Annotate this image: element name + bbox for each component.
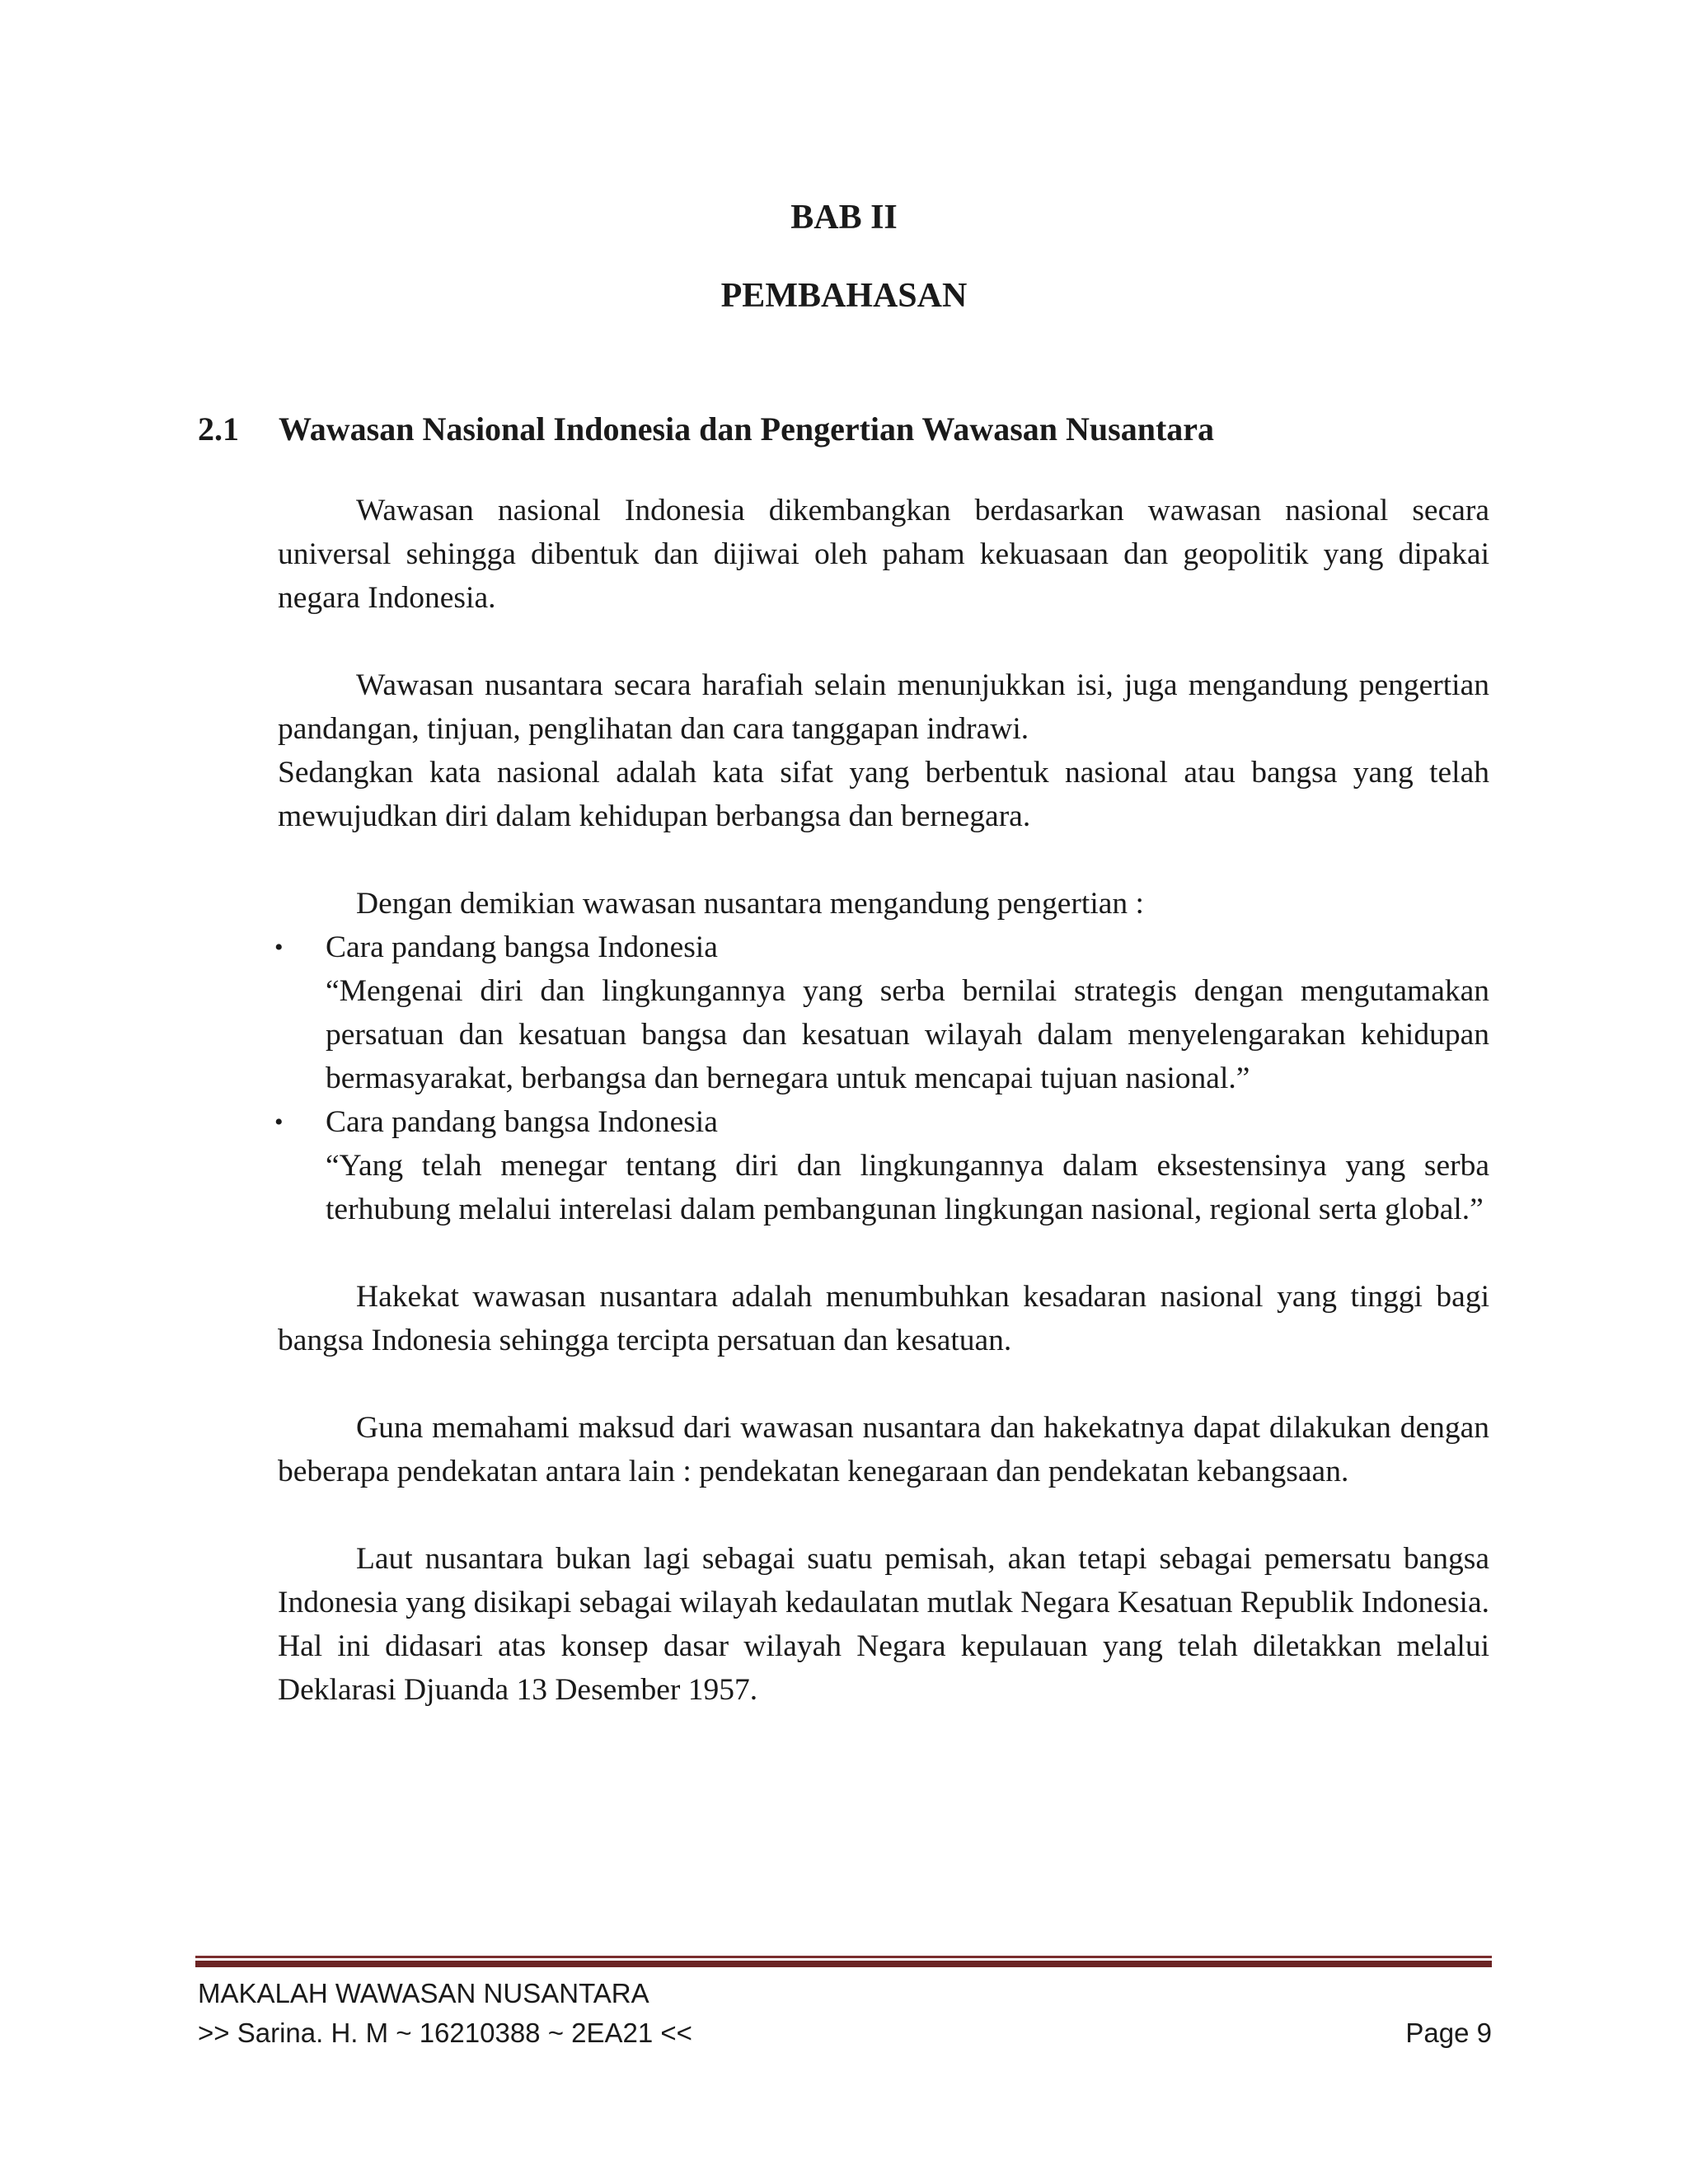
section-number: 2.1 [198,410,239,448]
list-item-head: Cara pandang bangsa Indonesia [326,930,718,964]
paragraph-2: Wawasan nusantara secara harafiah selain menunjukkan isi, juga mengandung pengertian pandangan, tinjuan, penglihatan dan cara tanggapan indrawi. [278,668,1489,746]
paragraph-5: Guna memahami maksud dari wawasan nusantara dan hakekatnya dapat dilakukan dengan beberapa pendekatan antara lain : pendekatan kenegaraan dan pendekatan kebangsaan. [278,1411,1489,1488]
list-item [228,926,1489,1100]
paragraph-4: Hakekat wawasan nusantara adalah menumbuhkan kesadaran nasional yang tinggi bagi bangsa Indonesia sehingga tercipta persatuan dan kesatuan. [278,1280,1489,1357]
bullet-icon: • [274,934,284,961]
paragraph-2b: Sedangkan kata nasional adalah kata sifat yang berbentuk nasional atau bangsa yang telah mewujudkan diri dalam kehidupan berbangsa dan bernegara. [278,756,1489,833]
footer-rule-thin [195,1956,1492,1958]
paragraph-6: Laut nusantara bukan lagi sebagai suatu pemisah, akan tetapi sebagai pemersatu bangsa Indonesia yang disikapi sebagai wilayah kedaulatan mutlak Negara Kesatuan Republik Indonesia. Hal ini didasari atas konsep dasar wilayah Negara kepulauan yang telah diletakkan melalui Deklarasi Djuanda 13 Desember 1957. [278,1542,1489,1707]
section-body [274,489,1489,1712]
chapter-number: BAB II [790,199,898,237]
section-heading [198,410,1214,448]
list-item-head: Cara pandang bangsa Indonesia [326,1105,718,1139]
paragraph-1: Wawasan nasional Indonesia dikembangkan berdasarkan wawasan nasional secara universal sehingga dibentuk dan dijiwai oleh paham kekuasaan dan geopolitik yang dipakai negara Indonesia. [278,494,1489,615]
list-item-quote: “Mengenai diri dan lingkungannya yang serba bernilai strategis dengan mengutamakan persatuan dan kesatuan bangsa dan kesatuan wilayah dalam menyelengarakan kehidupan bermasyarakat, berbangsa dan bernegara untuk mencapai tujuan nasional.” [326,974,1489,1095]
paragraph-3: Dengan demikian wawasan nusantara mengandung pengertian : [356,887,1144,921]
definition-list [274,926,1489,1231]
footer-rule-thick [195,1961,1492,1967]
page-footer [198,1974,1492,2053]
chapter-title: PEMBAHASAN [720,277,968,315]
list-item-quote: “Yang telah menegar tentang diri dan lingkungannya dalam eksestensinya yang serba terhubung melalui interelasi dalam pembangunan lingkungan nasional, regional serta global.” [326,1149,1489,1226]
footer-title: MAKALAH WAWASAN NUSANTARA [198,1978,649,2008]
list-item [228,1100,1489,1231]
page-number: Page 9 [1405,2018,1492,2048]
section-title: Wawasan Nasional Indonesia dan Pengertian Wawasan Nusantara [279,410,1215,448]
bullet-icon: • [274,1108,284,1136]
footer-author: >> Sarina. H. M ~ 16210388 ~ 2EA21 << [198,2018,692,2048]
